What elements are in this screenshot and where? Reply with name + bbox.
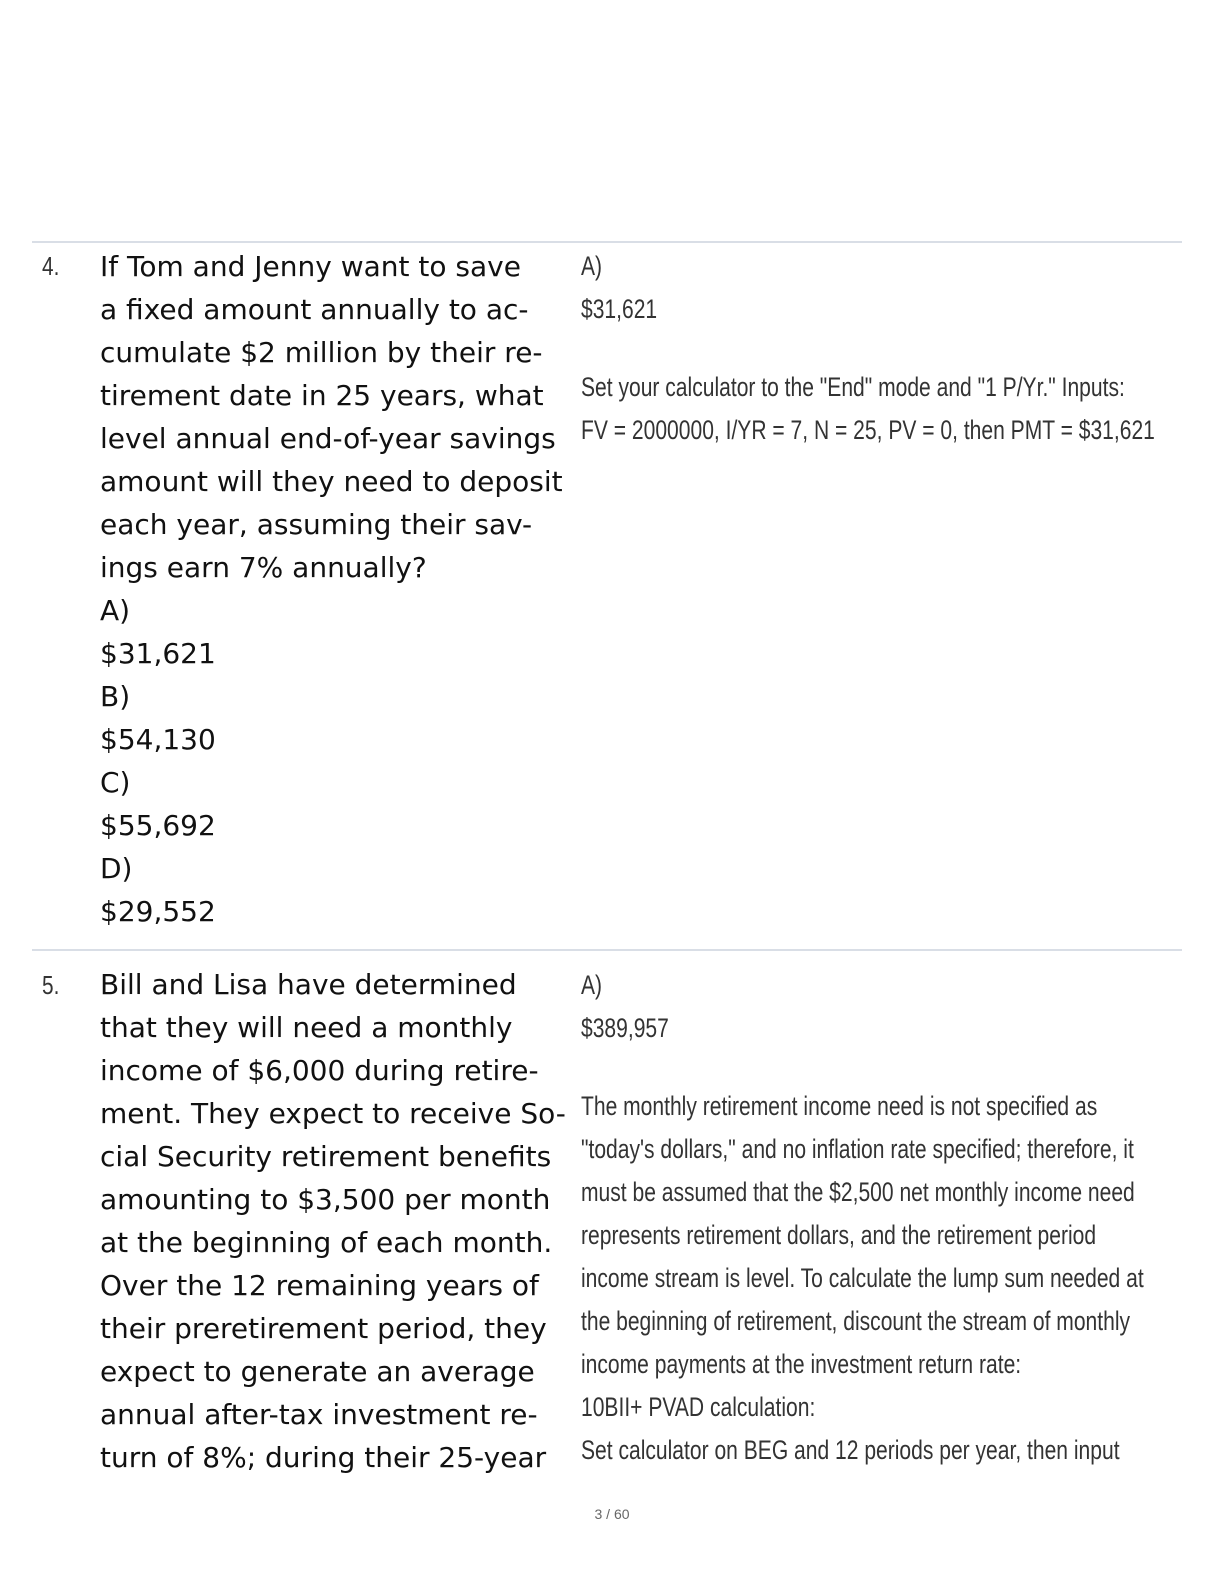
explanation-line: the beginning of retirement, discount the stream of monthly	[581, 1306, 1131, 1336]
question-text-line: ings earn 7% annually?	[100, 551, 427, 584]
answer-value: $31,621	[581, 294, 658, 324]
divider-middle	[32, 949, 1182, 951]
explanation-line: represents retirement dollars, and the retirement period	[581, 1220, 1097, 1250]
question-5	[100, 963, 578, 1479]
question-text-line: amount will they need to deposit	[100, 465, 563, 498]
explanation-line: income stream is level. To calculate the lump sum needed at	[581, 1263, 1144, 1293]
question-text-line: tirement date in 25 years, what	[100, 379, 544, 412]
answer-5	[581, 964, 1181, 1472]
explanation-line: 10BII+ PVAD calculation:	[581, 1392, 816, 1422]
explanation-line: must be assumed that the $2,500 net monthly income need	[581, 1177, 1135, 1207]
question-text-line: each year, assuming their sav-	[100, 508, 533, 541]
option-letter: B)	[100, 680, 131, 713]
option-value: $29,552	[100, 895, 216, 928]
option-value: $54,130	[100, 723, 216, 756]
explanation-line: Set calculator on BEG and 12 periods per year, then input	[581, 1435, 1120, 1465]
answer-letter: A)	[581, 251, 603, 281]
answer-value: $389,957	[581, 1013, 669, 1043]
question-text-line: that they will need a monthly	[100, 1011, 513, 1044]
question-text-line: ment. They expect to receive So-	[100, 1097, 566, 1130]
explanation-line: The monthly retirement income need is not specified as	[581, 1091, 1098, 1121]
question-text-line: at the beginning of each month.	[100, 1226, 553, 1259]
option-letter: A)	[100, 594, 131, 627]
option-value: $31,621	[100, 637, 216, 670]
question-number: 4.	[42, 251, 60, 281]
option-letter: D)	[100, 852, 133, 885]
divider-top	[32, 241, 1182, 243]
answer-4	[581, 245, 1181, 452]
question-text-line: Over the 12 remaining years of	[100, 1269, 539, 1302]
explanation-line: FV = 2000000, I/YR = 7, N = 25, PV = 0, then PMT = $31,621	[581, 415, 1155, 445]
question-text-line: cumulate $2 million by their re-	[100, 336, 543, 369]
question-text-line: a fixed amount annually to ac-	[100, 293, 529, 326]
option-letter: C)	[100, 766, 131, 799]
question-text-line: expect to generate an average	[100, 1355, 535, 1388]
option-value: $55,692	[100, 809, 216, 842]
question-text-line: amounting to $3,500 per month	[100, 1183, 551, 1216]
question-text-line: income of $6,000 during retire-	[100, 1054, 539, 1087]
question-text-line: Bill and Lisa have determined	[100, 968, 517, 1001]
question-text-line: If Tom and Jenny want to save	[100, 250, 521, 283]
question-number: 5.	[42, 970, 60, 1000]
question-text-line: annual after-tax investment re-	[100, 1398, 538, 1431]
question-text-line: their preretirement period, they	[100, 1312, 547, 1345]
page-number: 3 / 60	[594, 1506, 630, 1522]
question-text-line: level annual end-of-year savings	[100, 422, 556, 455]
question-4	[100, 245, 578, 933]
explanation-line: income payments at the investment return rate:	[581, 1349, 1022, 1379]
question-text-line: cial Security retirement benefits	[100, 1140, 552, 1173]
question-text-line: turn of 8%; during their 25-year	[100, 1441, 547, 1474]
explanation-line: "today's dollars," and no inflation rate specified; therefore, it	[581, 1134, 1134, 1164]
explanation-line: Set your calculator to the "End" mode and "1 P/Yr." Inputs:	[581, 372, 1125, 402]
answer-letter: A)	[581, 970, 603, 1000]
